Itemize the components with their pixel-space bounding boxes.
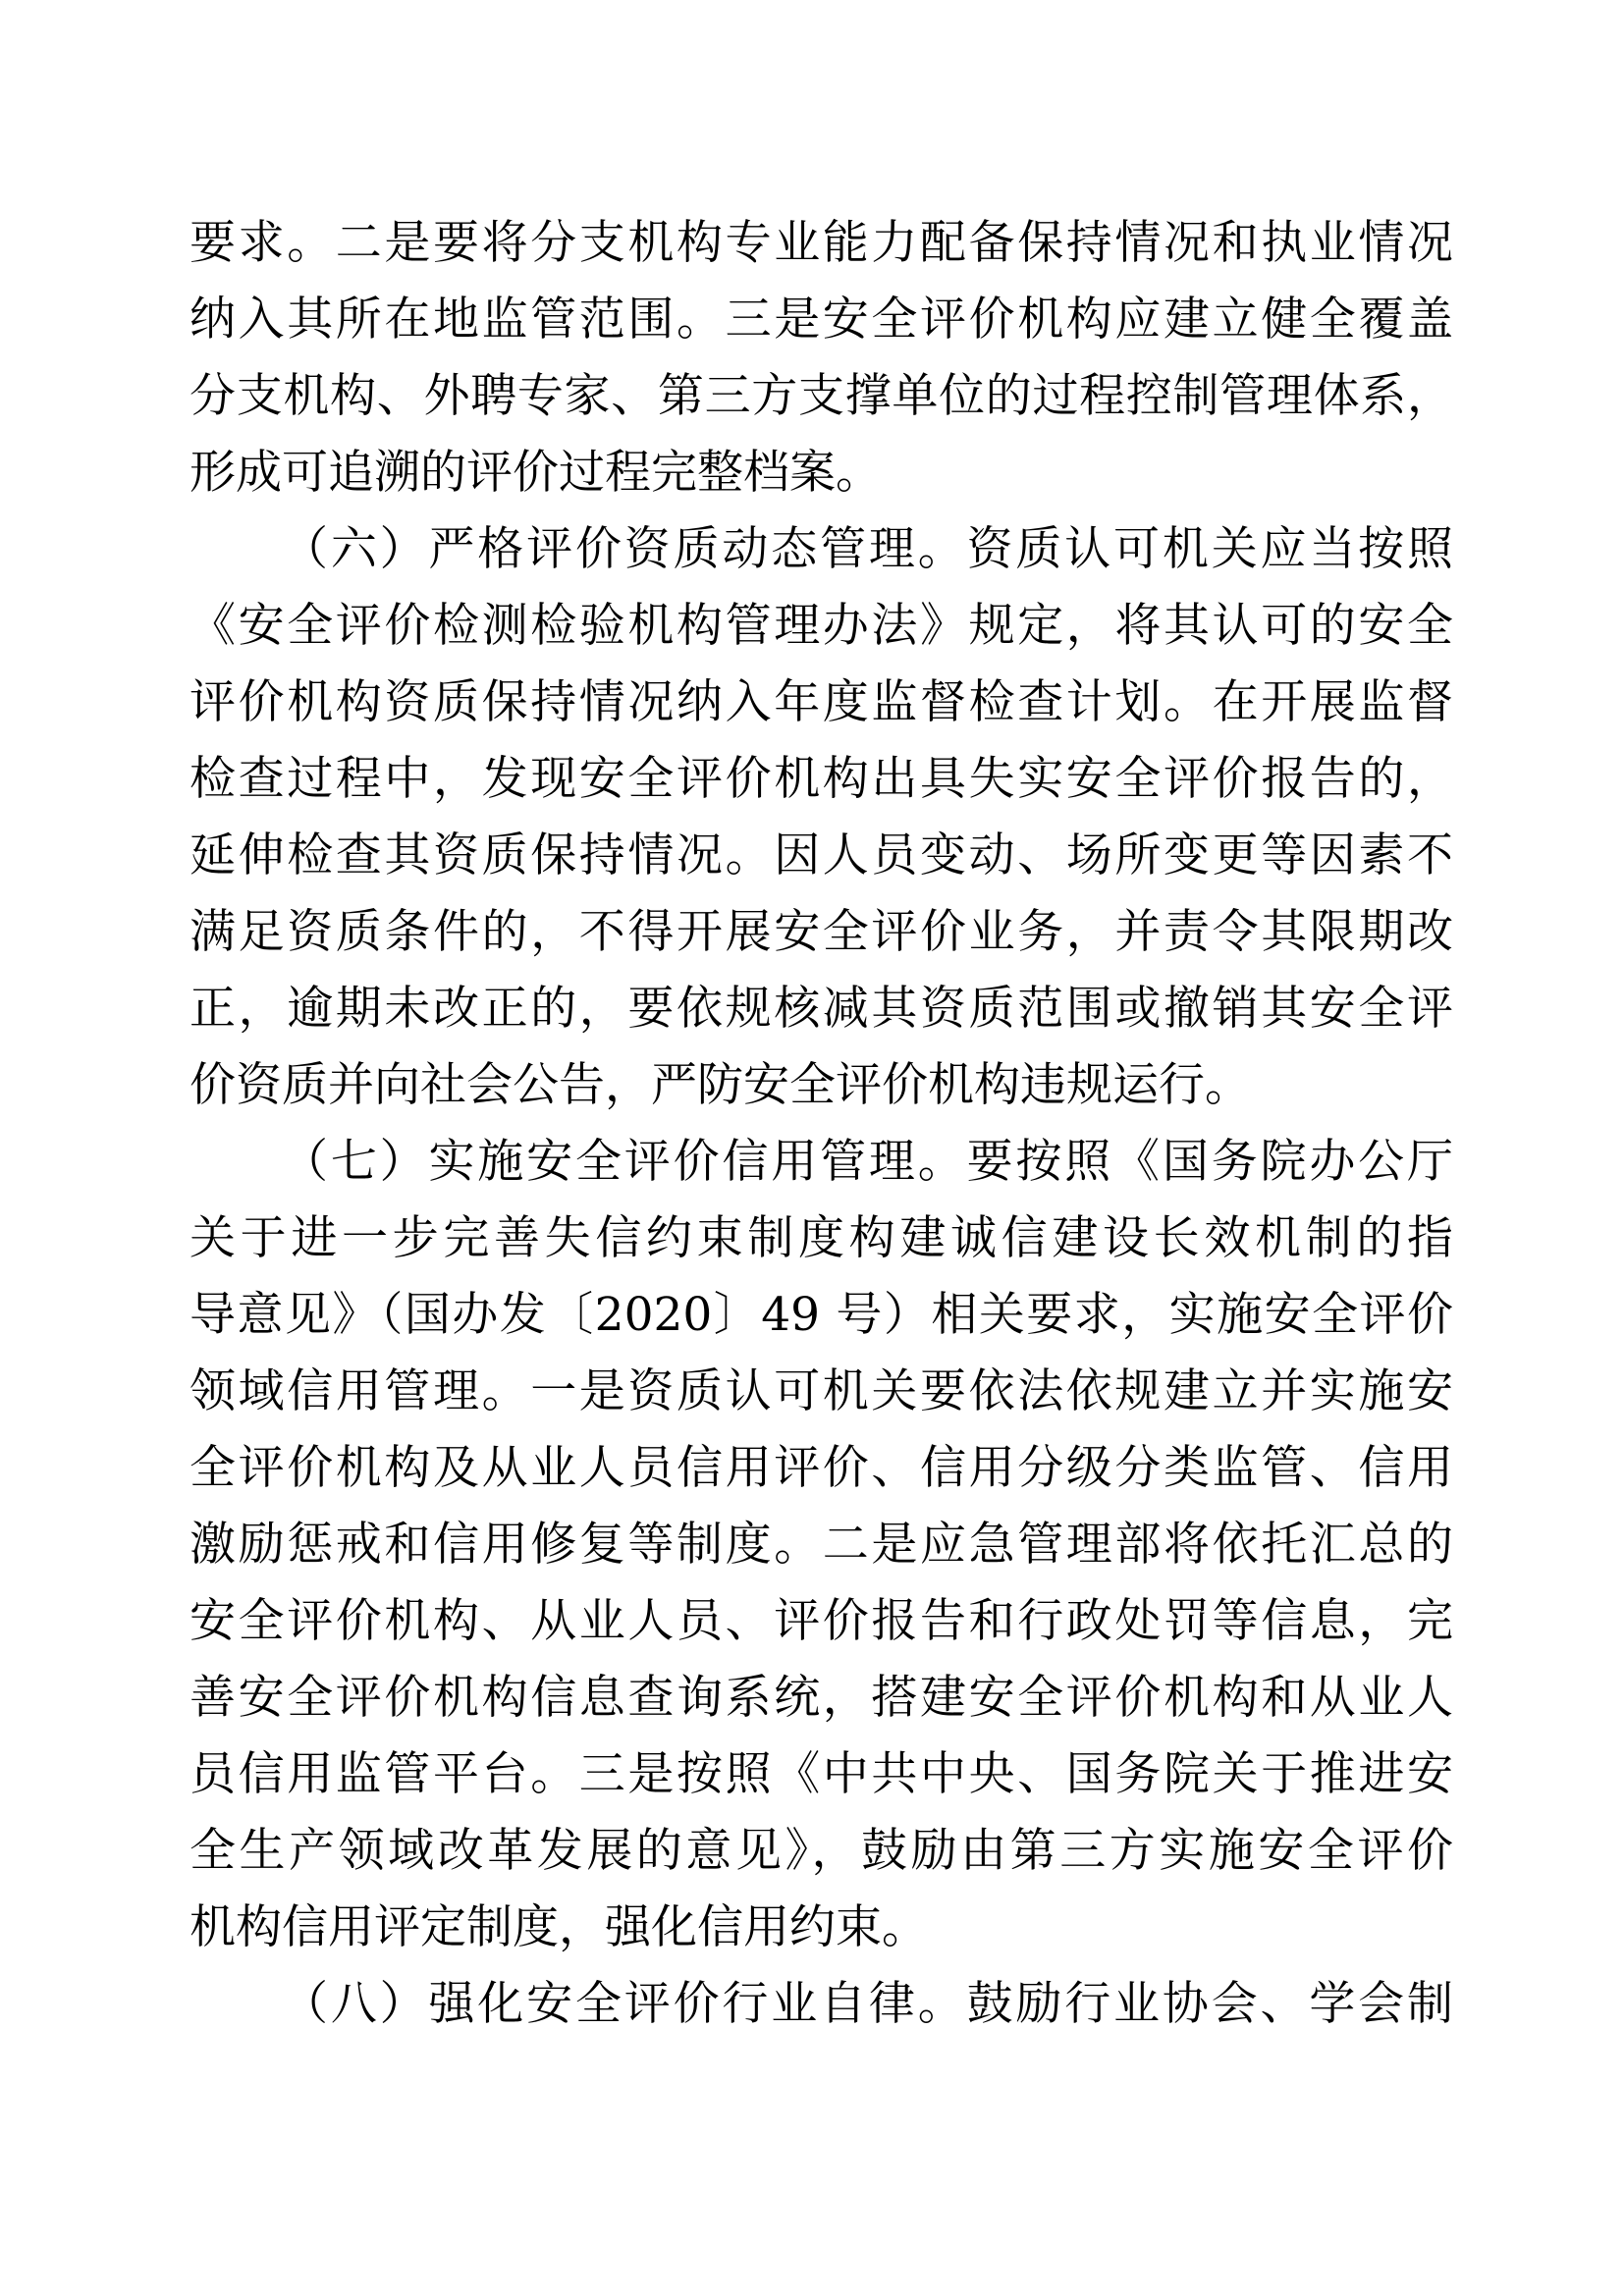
text-line-17: 全评价机构及从业人员信用评价、信用分级分类监管、信用 xyxy=(189,1441,1453,1495)
text-line-24: （八）强化安全评价行业自律。鼓励行业协会、学会制 xyxy=(282,1977,1453,2031)
text-line-13: （七）实施安全评价信用管理。要按照《国务院办公厅 xyxy=(282,1135,1453,1189)
text-line-2: 纳入其所在地监管范围。三是安全评价机构应建立健全覆盖 xyxy=(189,293,1453,347)
text-line-10: 满足资质条件的，不得开展安全评价业务，并责令其限期改 xyxy=(189,905,1453,959)
text-line-6: 《安全评价检测检验机构管理办法》规定，将其认可的安全 xyxy=(189,599,1453,653)
text-line-20: 善安全评价机构信息查询系统，搭建安全评价机构和从业人 xyxy=(189,1671,1453,1725)
text-line-5: （六）严格评价资质动态管理。资质认可机关应当按照 xyxy=(282,522,1453,576)
text-line-18: 激励惩戒和信用修复等制度。二是应急管理部将依托汇总的 xyxy=(189,1518,1453,1572)
text-line-16: 领域信用管理。一是资质认可机关要依法依规建立并实施安 xyxy=(189,1364,1453,1418)
text-line-7: 评价机构资质保持情况纳入年度监督检查计划。在开展监督 xyxy=(189,675,1453,729)
text-line-21: 员信用监管平台。三是按照《中共中央、国务院关于推进安 xyxy=(189,1747,1453,1801)
text-line-9: 延伸检查其资质保持情况。因人员变动、场所变更等因素不 xyxy=(189,828,1453,882)
text-line-11: 正，逾期未改正的，要依规核减其资质范围或撤销其安全评 xyxy=(189,982,1453,1036)
text-line-3: 分支机构、外聘专家、第三方支撑单位的过程控制管理体系， xyxy=(189,369,1453,423)
text-line-19: 安全评价机构、从业人员、评价报告和行政处罚等信息，完 xyxy=(189,1594,1453,1648)
text-line-22: 全生产领域改革发展的意见》，鼓励由第三方实施安全评价 xyxy=(189,1824,1453,1878)
text-line-1: 要求。二是要将分支机构专业能力配备保持情况和执业情况 xyxy=(189,216,1453,270)
document-text-block xyxy=(189,205,1453,2043)
text-line-4: 形成可追溯的评价过程完整档案。 xyxy=(189,446,882,500)
text-line-14: 关于进一步完善失信约束制度构建诚信建设长效机制的指 xyxy=(189,1211,1453,1265)
text-line-12: 价资质并向社会公告，严防安全评价机构违规运行。 xyxy=(189,1058,1251,1112)
text-line-23: 机构信用评定制度，强化信用约束。 xyxy=(189,1900,928,1954)
text-line-15: 导意见》（国办发〔2020〕49 号）相关要求，实施安全评价 xyxy=(189,1288,1453,1342)
text-line-8: 检查过程中，发现安全评价机构出具失实安全评价报告的， xyxy=(189,752,1453,806)
